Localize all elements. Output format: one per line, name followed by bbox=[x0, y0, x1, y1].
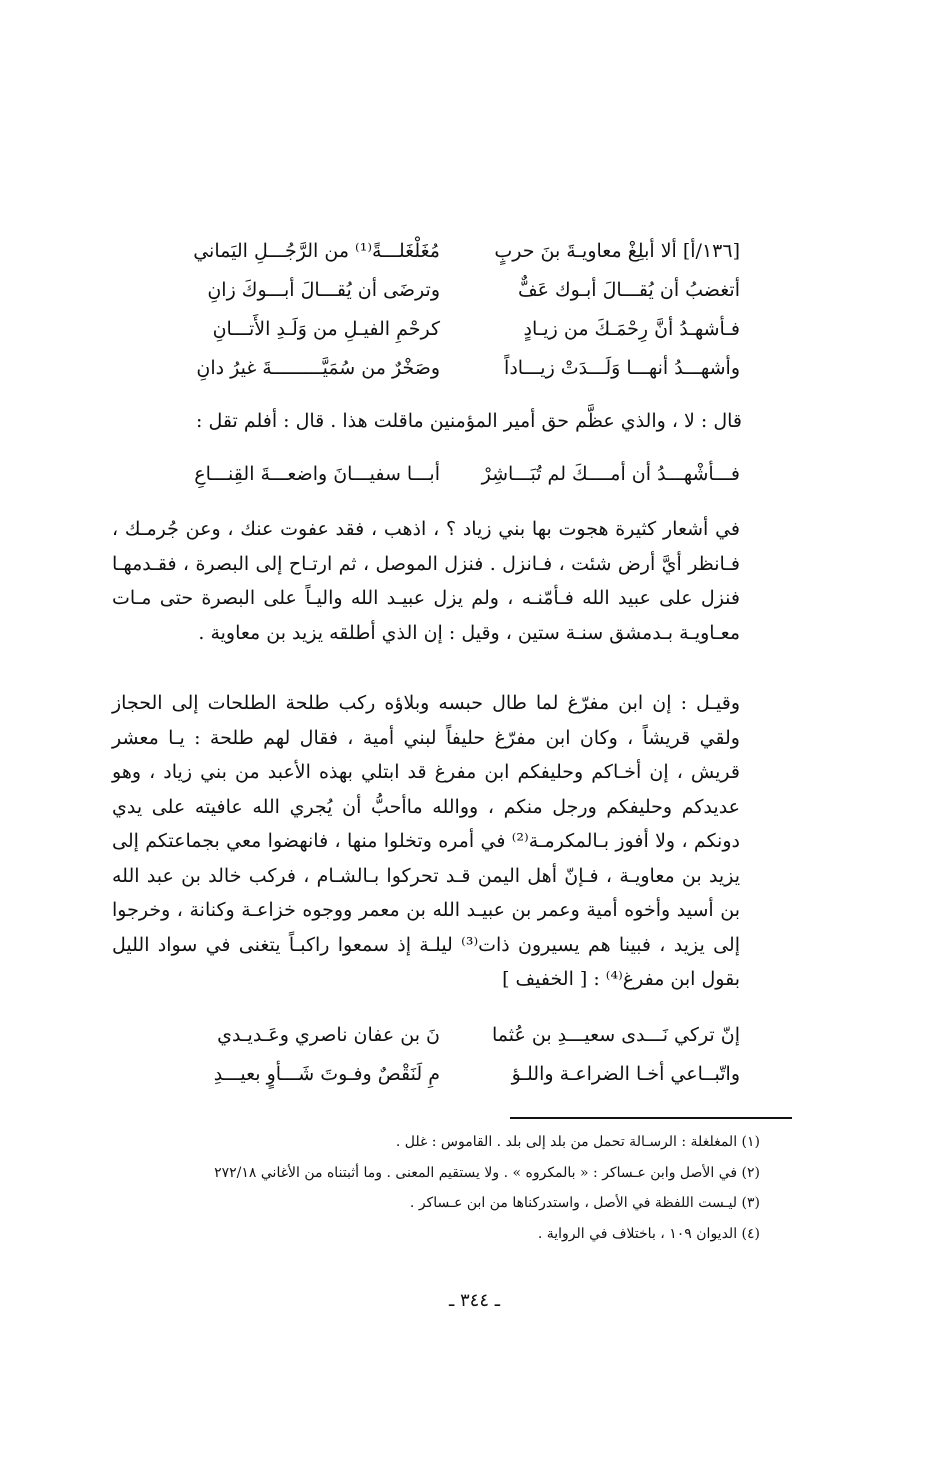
verse-second-hemistich: وصَخْرٌ من سُمَيَّـــــــــةَ غيرُ دانِ bbox=[196, 357, 440, 379]
poem-block-single bbox=[170, 455, 740, 494]
footnote: (٣) ليـست اللفظة في الأصل ، واستدركناها من ابن عـساكر . bbox=[409, 1195, 760, 1211]
verse-first-hemistich: أتغضبُ أن يُقـــالَ أبـوك عَفٌّ bbox=[517, 279, 740, 301]
footnote: (١) المغلغلة : الرسـالة تحمل من بلد إلى بلد . القاموس : غلل . bbox=[395, 1134, 760, 1150]
verse-line bbox=[170, 271, 740, 310]
footnote: (٢) في الأصل وابن عـساكر : « بالمكروه » . ولا يستقيم المعنى . وما أثبتناه من الأغاني ٢٧٢/١٨ bbox=[214, 1164, 760, 1181]
verse-first-hemistich: فـــأشْهـــدُ أن أمــــكَ لم تُبَـــاشِرْ bbox=[481, 463, 740, 485]
verse-first-hemistich: [١٣٦/أ] ألا أبلِغْ معاويـةَ بنَ حربٍ bbox=[494, 240, 740, 262]
verse-second-hemistich: أبـــا سفيـــانَ واضعـــةَ القِنـــاعِ bbox=[194, 463, 440, 485]
paragraph-text: في أشعار كثيرة هجوت بها بني زياد ؟ ، اذهب ، فقد عفوت عنك ، وعن جُرمـك ، فـانظر أيَّ أرض شئت ، فـانزل . فنزل الموصل ، ثم ارتـاح إلى البصرة ، فقـدمهـا فنزل على عبيد الله فـأمّنـه ، ولم يزل عبيـد الله واليـاً على البصرة حتى مـات معـاويـة بـدمشق سنـة ستين ، وقيل : إن الذي أطلقه يزيد بن معاوية . bbox=[112, 518, 740, 644]
verse-first-hemistich: وأشهـــدُ أنهـــا وَلَـــدَتْ زيـــاداً bbox=[504, 357, 740, 379]
verse-first-hemistich: إنّ تركي نَـــدى سعيـــدِ بن عُثما bbox=[491, 1024, 740, 1046]
verse-second-hemistich: مُغَلْغَلـــةً⁽¹⁾ من الرَّجُـــلِ اليَماني bbox=[193, 240, 440, 262]
verse-line bbox=[170, 349, 740, 388]
verse-line bbox=[170, 232, 740, 271]
verse-second-hemistich: نَ بن عفان ناصري وعَـديـدي bbox=[217, 1024, 440, 1046]
verse-second-hemistich: وترضَى أن يُقـــالَ أبـــوكَ زانِ bbox=[207, 279, 440, 301]
verse-second-hemistich: مِ لَنَقْصٌ وفـوتَ شَـــأوٍ بعيـــدِ bbox=[213, 1063, 440, 1085]
verse-line bbox=[170, 455, 740, 494]
footnote-divider bbox=[510, 1117, 792, 1119]
verse-line bbox=[170, 1016, 740, 1055]
verse-second-hemistich: كرحْمِ الفيـلِ من وَلَـدِ الأَتـــانِ bbox=[212, 318, 440, 340]
footnotes bbox=[200, 1127, 760, 1249]
verse-first-hemistich: فـأشهـدُ أنَّ رِحْمَـكَ من زيـادٍ bbox=[523, 318, 740, 340]
dialogue-line: قال : لا ، والذي عظَّم حق أمير المؤمنين ماقلت هذا . قال : أفلم تقل : bbox=[196, 410, 742, 432]
verse-line bbox=[170, 310, 740, 349]
paragraph-text: وقيـل : إن ابن مفرّغ لما طال حبسه وبلاؤه ركب طلحة الطلحات إلى الحجاز ولقي قريشاً ، وكان ابن مفرّغ حليفاً لبني أمية ، فقال لهم طلحة : يـا معشر قريش ، إن أخـاكم وحليفكم ابن مفرغ قد ابتلي بهذه الأعبد من بني زياد ، وهو عديدكم وحليفكم ورجل منكم ، ووالله ماأحبُّ أن يُجري الله عافيته على يدي دونكم ، ولا أفوز بـالمكرمـة⁽²⁾ في أمره وتخلوا منها ، فانهضوا معي بجماعتكم إلى يزيد بن معاويـة ، فـإنّ أهل اليمن قـد تحركوا بـالشـام ، فركب خالد بن عبد الله بن أسيد وأخوه أمية وعمر بن عبيـد الله بن معمر ووجوه خزاعـة وكنانة ، وخرجوا إلى يزيد ، فبينا هم يسيرون ذات⁽³⁾ ليلـة إذ سمعوا راكبـاً يتغنى في سواد الليل بقول ابن مفرغ⁽⁴⁾ : [ الخفيف ] bbox=[112, 692, 740, 990]
verse-line bbox=[170, 1055, 740, 1094]
paragraph-1 bbox=[112, 512, 740, 650]
paragraph-2 bbox=[112, 686, 740, 997]
footnote: (٤) الديوان ١٠٩ ، باختلاف في الرواية . bbox=[537, 1225, 760, 1242]
poem-block-1 bbox=[170, 232, 740, 388]
verse-first-hemistich: واتّبــاعي أخـا الضراعـة واللـؤ bbox=[511, 1063, 740, 1085]
page-number: ـ ٣٤٤ ـ bbox=[448, 1290, 500, 1311]
poem-block-2 bbox=[170, 1016, 740, 1094]
